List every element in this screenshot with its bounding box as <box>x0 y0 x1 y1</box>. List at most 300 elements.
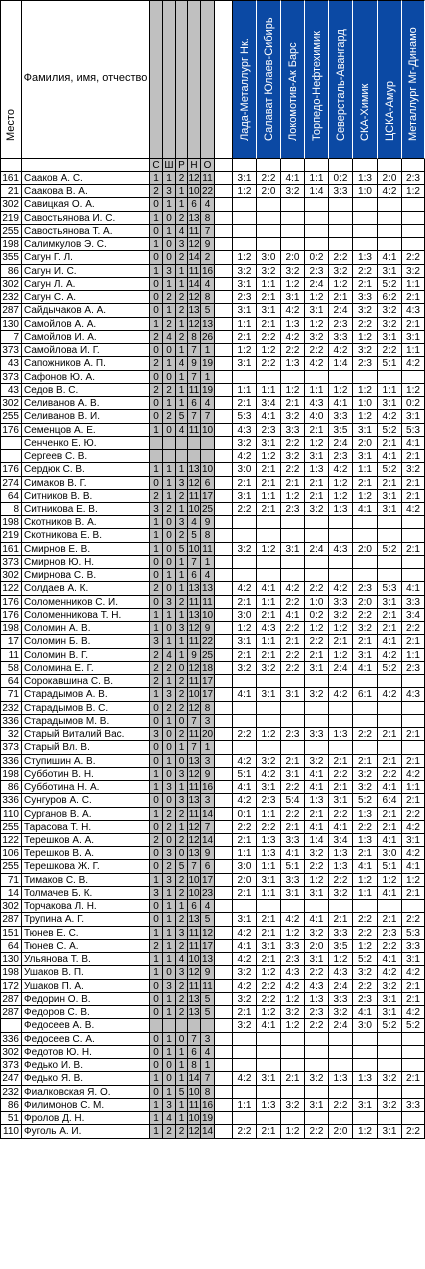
row-stat-o: 25 <box>201 649 214 661</box>
row-gap <box>215 397 233 410</box>
row-stat-r: 2 <box>176 874 188 887</box>
row-gap <box>215 371 233 384</box>
row-match-4: 1:2 <box>305 874 329 887</box>
row-match-8: 2:1 <box>402 477 425 490</box>
row-stat-r: 2 <box>176 808 188 821</box>
row-match-7 <box>378 529 402 542</box>
row-match-8: 5:2 <box>402 1019 425 1032</box>
row-gap <box>215 556 233 569</box>
row-match-6: 2:1 <box>353 477 378 490</box>
row-match-2 <box>257 1086 281 1099</box>
subheader-sh: Ш <box>163 159 176 172</box>
row-match-4: 0:2 <box>305 609 329 622</box>
row-stat-n: 7 <box>188 344 201 357</box>
row-match-7: 2:1 <box>378 913 402 926</box>
row-match-8: 3:1 <box>402 834 425 847</box>
subheader-team-8 <box>402 159 425 172</box>
row-stat-n: 13 <box>188 795 200 807</box>
row-match-8 <box>402 529 425 542</box>
row-match-4: 3:3 <box>305 728 329 741</box>
row-place: 58 <box>0 662 22 675</box>
row-match-1 <box>233 715 257 728</box>
row-stat-sh: 0 <box>163 238 176 251</box>
row-match-2: 2:1 <box>257 477 281 490</box>
row-match-5: 1:3 <box>329 847 353 860</box>
row-match-1 <box>233 741 257 754</box>
row-match-7: 5:1 <box>378 860 402 873</box>
row-match-5: 3:3 <box>329 410 353 423</box>
row-match-8 <box>402 238 425 251</box>
row-stat-sh: 2 <box>163 860 176 873</box>
row-place: 86 <box>0 265 22 278</box>
row-stat-s: 0 <box>150 1086 163 1099</box>
header-stat-r <box>176 0 188 159</box>
row-match-7: 1:2 <box>378 874 402 887</box>
row-stat-sh: 1 <box>163 304 176 317</box>
row-match-5: 3:5 <box>329 940 353 953</box>
row-match-8: 2:1 <box>402 635 425 648</box>
row-stat-o: 17 <box>201 874 214 886</box>
row-match-3: 2:3 <box>281 503 305 516</box>
row-match-5: 3:2 <box>329 1006 353 1019</box>
row-stat-r: 2 <box>176 688 188 701</box>
row-stat-o: 9 <box>201 966 215 979</box>
row-match-2: 2:1 <box>257 503 281 516</box>
row-match-6: 1:2 <box>353 384 378 397</box>
row-place: 122 <box>0 834 22 847</box>
row-match-3: 1:2 <box>281 1125 305 1138</box>
row-stat-s: 2 <box>150 662 163 675</box>
row-place: 373 <box>0 556 22 569</box>
row-match-6 <box>353 556 378 569</box>
row-match-5: 2:4 <box>329 304 353 317</box>
row-match-1: 1:2 <box>233 251 257 264</box>
row-stat-s: 0 <box>150 371 163 384</box>
row-match-8: 2:3 <box>402 172 425 185</box>
row-match-4: 3:1 <box>305 953 329 966</box>
row-stat-sh: 1 <box>163 569 176 582</box>
row-place: 336 <box>0 1033 22 1046</box>
row-stat-r: 2 <box>176 304 188 317</box>
row-match-1 <box>233 1112 257 1125</box>
row-match-6: 3:2 <box>353 781 378 794</box>
subheader-s: С <box>150 159 163 172</box>
row-match-1: 4:2 <box>233 755 257 768</box>
row-stat-n: 12 <box>188 173 200 184</box>
row-match-1: 3:2 <box>233 993 257 1006</box>
row-match-7: 2:1 <box>378 821 402 834</box>
row-match-5: 3:3 <box>329 993 353 1006</box>
row-match-7: 5:2 <box>378 278 402 291</box>
row-match-5: 1:4 <box>329 357 353 370</box>
row-match-3: 1:3 <box>281 318 305 331</box>
row-gap <box>215 622 233 635</box>
row-place: 172 <box>0 980 22 993</box>
row-match-1 <box>233 1033 257 1046</box>
row-stat-sh: 0 <box>163 1059 176 1072</box>
row-match-7: 4:1 <box>378 450 402 463</box>
row-match-5: 3:3 <box>329 596 353 609</box>
row-match-5: 1:2 <box>329 278 353 291</box>
row-gap <box>215 1006 233 1019</box>
row-name: Салимкулов Э. С. <box>22 238 150 251</box>
row-match-3: 4:2 <box>281 331 305 344</box>
row-stat-s: 1 <box>150 1099 163 1112</box>
row-stat-n: 13 <box>188 848 200 860</box>
row-name: Саакова В. А. <box>22 185 150 198</box>
row-stat-n: 7 <box>188 741 201 754</box>
row-place: 176 <box>0 463 22 476</box>
row-match-3: 2:2 <box>281 622 305 635</box>
row-match-1: 3:1 <box>233 635 257 648</box>
row-stat-s: 2 <box>150 834 163 847</box>
row-match-8: 4:2 <box>402 1006 425 1019</box>
row-place: 232 <box>0 291 22 304</box>
row-stat-n: 10 <box>188 186 200 198</box>
row-match-6: 3:3 <box>353 291 378 304</box>
row-place: 51 <box>0 1112 22 1125</box>
row-match-4: 1:3 <box>305 463 329 476</box>
row-name: Торчакова Л. Н. <box>22 900 150 913</box>
row-match-3: 1:2 <box>281 490 305 503</box>
row-match-6: 2:2 <box>353 609 378 622</box>
row-match-5: 2:4 <box>329 980 353 993</box>
row-gap <box>215 1059 233 1072</box>
row-stat-r: 5 <box>176 410 188 423</box>
row-stat-s: 0 <box>150 741 163 754</box>
row-match-3: 3:2 <box>281 450 305 463</box>
row-stat-r: 2 <box>176 834 188 847</box>
row-stat-o: 4 <box>201 900 215 913</box>
row-match-8: 2:1 <box>402 1072 425 1085</box>
row-match-3: 4:3 <box>281 966 305 979</box>
row-match-1: 4:2 <box>233 582 257 595</box>
row-match-7: 3:2 <box>378 1072 402 1085</box>
row-place: 287 <box>0 913 22 926</box>
row-stat-sh: 1 <box>163 463 176 476</box>
row-name: Фуголь А. И. <box>22 1125 150 1138</box>
row-match-6: 2:1 <box>353 755 378 768</box>
row-match-7: 4:2 <box>378 649 402 662</box>
row-stat-o: 17 <box>201 676 214 688</box>
row-match-6: 1:2 <box>353 1125 378 1138</box>
row-gap <box>215 887 233 900</box>
row-name: Сурганов В. А. <box>22 808 150 821</box>
row-gap <box>215 874 233 887</box>
row-stat-r <box>176 437 188 450</box>
row-stat-sh: 0 <box>163 251 176 264</box>
row-name: Солдаев А. К. <box>22 582 150 595</box>
row-stat-s: 2 <box>150 384 163 397</box>
row-stat-sh: 2 <box>163 384 176 397</box>
row-match-6: 1:2 <box>353 490 378 503</box>
row-match-6: 2:0 <box>353 596 378 609</box>
row-match-6: 2:2 <box>353 821 378 834</box>
row-stat-r: 2 <box>176 940 188 953</box>
row-stat-r: 1 <box>176 900 188 913</box>
row-stat-n: 13 <box>188 212 200 224</box>
row-stat-s: 0 <box>150 198 163 211</box>
subheader-gap <box>215 159 233 172</box>
row-stat-s: 3 <box>150 728 163 741</box>
row-name: Ушаков П. А. <box>22 980 150 993</box>
row-match-3 <box>281 741 305 754</box>
row-stat-sh: 3 <box>163 185 176 198</box>
row-stat-r: 2 <box>176 172 188 185</box>
row-gap <box>215 503 233 516</box>
row-stat-s <box>150 450 163 463</box>
row-stat-n: 11 <box>188 384 200 396</box>
row-match-8 <box>402 741 425 754</box>
row-stat-s: 1 <box>150 953 163 966</box>
row-stat-n: 6 <box>188 900 201 913</box>
row-match-3: 4:2 <box>281 582 305 595</box>
row-match-3 <box>281 1112 305 1125</box>
row-match-4: 2:2 <box>305 1019 329 1032</box>
row-name: Тарасова Т. Н. <box>22 821 150 834</box>
row-stat-r: 2 <box>176 1125 188 1138</box>
row-match-1: 2:1 <box>233 596 257 609</box>
row-match-1: 3:2 <box>233 543 257 556</box>
row-match-6 <box>353 212 378 225</box>
row-match-8: 2:1 <box>402 887 425 900</box>
row-match-2: 3:0 <box>257 251 281 264</box>
row-match-7: 3:1 <box>378 265 402 278</box>
row-match-5: 2:4 <box>329 1019 353 1032</box>
row-match-3: 2:3 <box>281 953 305 966</box>
row-match-1 <box>233 702 257 715</box>
row-stat-sh: 3 <box>163 688 176 701</box>
row-match-5: 2:1 <box>329 755 353 768</box>
row-match-7: 4:2 <box>378 688 402 701</box>
row-match-2: 4:3 <box>257 622 281 635</box>
row-match-7: 3:1 <box>378 490 402 503</box>
row-stat-s <box>150 1019 163 1032</box>
row-match-7 <box>378 212 402 225</box>
row-gap <box>215 834 233 847</box>
row-stat-o: 5 <box>201 1006 215 1019</box>
row-stat-o <box>201 1019 215 1032</box>
row-match-3 <box>281 371 305 384</box>
row-place: 198 <box>0 966 22 979</box>
row-stat-s: 1 <box>150 265 163 278</box>
row-stat-sh: 0 <box>163 966 176 979</box>
row-stat-n <box>188 1019 201 1032</box>
row-match-7 <box>378 238 402 251</box>
row-stat-r: 2 <box>176 596 188 609</box>
row-match-3: 4:2 <box>281 913 305 926</box>
row-match-3: 4:2 <box>281 304 305 317</box>
row-gap <box>215 1046 233 1059</box>
row-stat-n: 6 <box>188 569 201 582</box>
row-stat-sh: 1 <box>163 675 176 688</box>
row-match-5: 1:2 <box>329 490 353 503</box>
row-match-5: 2:3 <box>329 450 353 463</box>
row-stat-o: 16 <box>201 782 214 794</box>
row-stat-s: 1 <box>150 781 163 794</box>
row-stat-n: 11 <box>188 980 200 992</box>
row-name: Федорин О. В. <box>22 993 150 1006</box>
row-match-8: 1:1 <box>402 278 425 291</box>
row-name: Толмачев Б. К. <box>22 887 150 900</box>
row-gap <box>215 900 233 913</box>
row-match-4: 4:1 <box>305 913 329 926</box>
row-stat-sh: 1 <box>163 993 176 1006</box>
row-stat-o: 13 <box>201 583 214 595</box>
row-match-2: 2:2 <box>257 821 281 834</box>
header-team-1 <box>233 0 257 159</box>
row-match-5: 4:2 <box>329 463 353 476</box>
row-name: Тюнев С. А. <box>22 940 150 953</box>
header-stat-o <box>201 0 215 159</box>
row-match-3: 2:2 <box>281 649 305 662</box>
row-match-3: 3:1 <box>281 543 305 556</box>
row-stat-s: 1 <box>150 1125 163 1138</box>
row-stat-sh: 4 <box>163 649 176 662</box>
row-stat-sh: 1 <box>163 357 176 370</box>
row-stat-o: 9 <box>201 847 215 860</box>
row-place: 198 <box>0 622 22 635</box>
subheader-place <box>0 159 22 172</box>
row-match-6: 4:1 <box>353 1006 378 1019</box>
row-match-1: 1:1 <box>233 384 257 397</box>
row-match-6: 1:0 <box>353 185 378 198</box>
row-stat-sh: 2 <box>163 821 176 834</box>
row-gap <box>215 635 233 648</box>
row-match-7 <box>378 556 402 569</box>
row-match-6 <box>353 1059 378 1072</box>
row-stat-o: 11 <box>201 596 215 609</box>
row-match-7: 5:3 <box>378 582 402 595</box>
row-gap <box>215 913 233 926</box>
row-stat-o: 3 <box>201 715 215 728</box>
row-stat-n: 12 <box>188 967 200 979</box>
header-team-6 <box>353 0 378 159</box>
row-match-5: 2:2 <box>329 251 353 264</box>
row-match-5 <box>329 238 353 251</box>
row-match-6: 1:2 <box>353 874 378 887</box>
row-stat-s: 0 <box>150 304 163 317</box>
row-match-4 <box>305 1046 329 1059</box>
header-team-label: Металлург Мг-Динамо <box>407 27 419 141</box>
row-match-1: 1:1 <box>233 1099 257 1112</box>
row-match-3: 1:2 <box>281 384 305 397</box>
row-name: Сапожников А. П. <box>22 357 150 370</box>
row-match-4: 2:2 <box>305 635 329 648</box>
row-stat-n: 12 <box>188 318 200 330</box>
row-stat-sh: 2 <box>163 1125 176 1138</box>
row-match-6: 1:3 <box>353 251 378 264</box>
row-stat-r: 1 <box>176 371 188 384</box>
row-name: Смирнов Ю. Н. <box>22 556 150 569</box>
row-match-8: 4:1 <box>402 582 425 595</box>
row-match-8: 0:2 <box>402 397 425 410</box>
row-match-6: 3:1 <box>353 424 378 437</box>
row-match-5 <box>329 675 353 688</box>
row-gap <box>215 781 233 794</box>
row-stat-s: 0 <box>150 993 163 1006</box>
row-match-4 <box>305 702 329 715</box>
row-stat-n: 11 <box>188 808 200 820</box>
row-match-4: 2:2 <box>305 344 329 357</box>
row-stat-sh: 1 <box>163 940 176 953</box>
row-match-4 <box>305 715 329 728</box>
row-name: Соломенникова Т. Н. <box>22 609 150 622</box>
row-match-4: 3:2 <box>305 688 329 701</box>
row-match-2: 1:3 <box>257 1099 281 1112</box>
row-gap <box>215 463 233 476</box>
row-place: 274 <box>0 477 22 490</box>
row-gap <box>215 609 233 622</box>
subheader-team-5 <box>329 159 353 172</box>
row-stat-o: 14 <box>201 808 214 820</box>
row-match-8: 3:2 <box>402 265 425 278</box>
row-place <box>0 437 22 450</box>
row-name: Селиванов А. В. <box>22 397 150 410</box>
header-team-8 <box>402 0 425 159</box>
row-stat-sh: 0 <box>163 741 176 754</box>
row-match-2 <box>257 225 281 238</box>
row-name: Самойлов А. А. <box>22 318 150 331</box>
row-match-4: 2:4 <box>305 278 329 291</box>
row-match-7: 5:1 <box>378 357 402 370</box>
row-match-1 <box>233 238 257 251</box>
row-stat-n: 13 <box>188 609 200 621</box>
row-place: 302 <box>0 397 22 410</box>
row-match-2 <box>257 569 281 582</box>
row-match-2: 2:2 <box>257 331 281 344</box>
row-stat-o: 26 <box>201 331 214 343</box>
row-match-3: 3:1 <box>281 688 305 701</box>
row-match-8 <box>402 1112 425 1125</box>
row-match-3: 2:3 <box>281 728 305 741</box>
row-match-2 <box>257 1059 281 1072</box>
row-match-6: 1:3 <box>353 172 378 185</box>
row-stat-n: 11 <box>188 490 200 502</box>
row-name: Терешкова Ж. Г. <box>22 860 150 873</box>
row-match-5: 3:1 <box>329 794 353 807</box>
row-stat-n: 11 <box>188 424 200 436</box>
row-match-5 <box>329 1046 353 1059</box>
row-stat-r: 2 <box>176 980 188 993</box>
row-match-5: 2:1 <box>329 291 353 304</box>
row-stat-n: 6 <box>188 1046 201 1059</box>
row-match-2: 4:2 <box>257 768 281 781</box>
row-gap <box>215 768 233 781</box>
row-match-4 <box>305 238 329 251</box>
row-place: 255 <box>0 821 22 834</box>
row-stat-s: 0 <box>150 569 163 582</box>
row-stat-sh: 0 <box>163 728 176 741</box>
row-stat-r: 1 <box>176 1112 188 1125</box>
row-gap <box>215 1033 233 1046</box>
row-match-7: 4:2 <box>378 410 402 423</box>
row-stat-n <box>188 450 201 463</box>
row-stat-r: 1 <box>176 649 188 662</box>
row-match-2 <box>257 238 281 251</box>
row-name: Федосеев С. А. <box>22 1033 150 1046</box>
row-place: 86 <box>0 1099 22 1112</box>
row-match-8 <box>402 675 425 688</box>
row-match-1: 2:2 <box>233 821 257 834</box>
row-match-5 <box>329 900 353 913</box>
row-match-2 <box>257 516 281 529</box>
row-stat-n <box>188 437 201 450</box>
row-stat-o: 8 <box>201 529 215 542</box>
row-match-5: 3:2 <box>329 887 353 900</box>
row-match-3 <box>281 556 305 569</box>
row-stat-r: 0 <box>176 662 188 675</box>
